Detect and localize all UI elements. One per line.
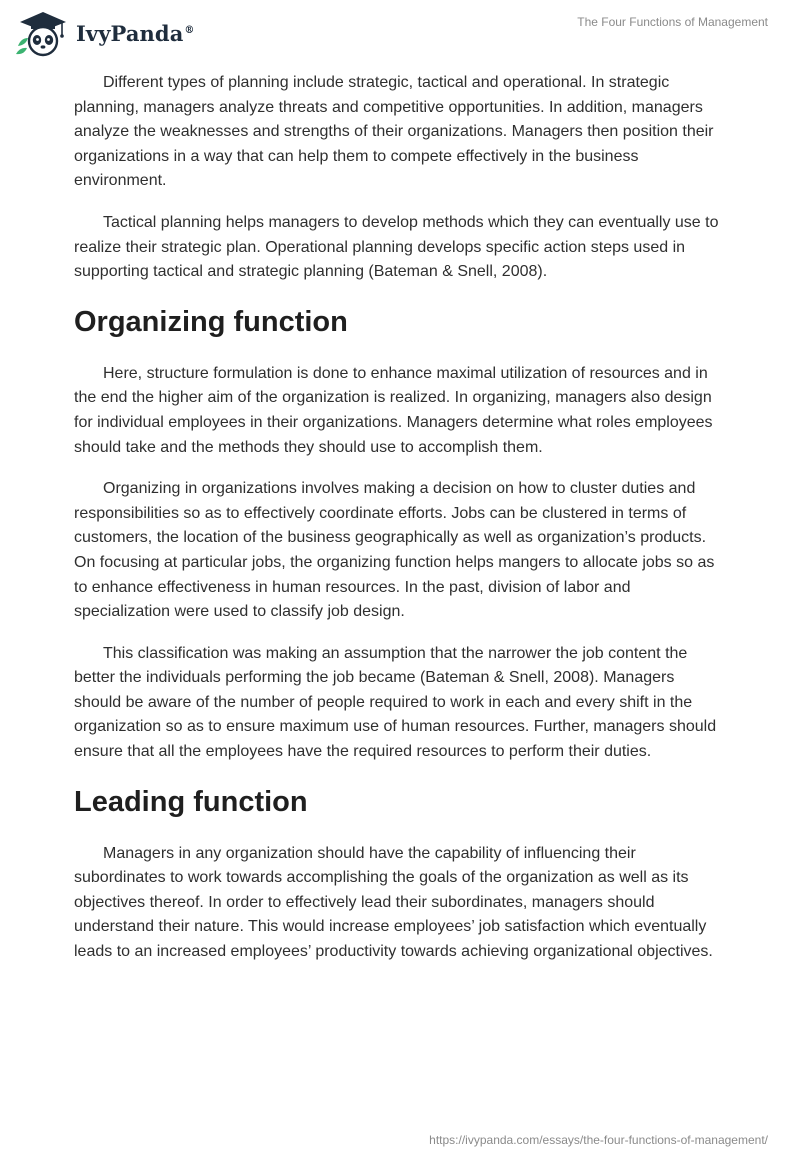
section-heading-organizing: Organizing function bbox=[74, 305, 348, 338]
registered-mark: ® bbox=[184, 24, 195, 36]
ivypanda-logo[interactable] bbox=[14, 8, 195, 58]
page-header bbox=[0, 0, 800, 60]
brand-name bbox=[76, 21, 195, 46]
essay-content bbox=[74, 71, 724, 982]
section-heading-leading: Leading function bbox=[74, 785, 308, 818]
paragraph: Managers in any organization should have the capability of influencing their subordinates to work towards accomplishing the goals of the organization as well as its objectives thereof. In order to effectively lead their subordinates, managers should understand their nature. This would increase employees’ job satisfaction which eventually leads to an increased employees’ productivity towards achieving organizational objectives. bbox=[74, 844, 713, 961]
brand-text: IvyPanda bbox=[76, 20, 184, 46]
panda-graduation-icon bbox=[14, 8, 72, 58]
paragraph: Organizing in organizations involves making a decision on how to cluster duties and responsibilities so as to effectively coordinate efforts. Jobs can be clustered in terms of customers, the location of the business geographically as well as organization’s products. On focusing at particular jobs, the organizing function helps mangers to allocate jobs so as to enhance effectiveness in human resources. In the past, division of labor and specialization were used to classify job design. bbox=[74, 480, 715, 621]
paragraph: This classification was making an assumption that the narrower the job content the better the individuals performing the job became (Bateman & Snell, 2008). Managers should be aware of the number of people required to work in each and every shift in the organization so as to ensure maximum use of human resources. Further, managers should ensure that all the employees have the required resources to perform their duties. bbox=[74, 644, 717, 761]
paragraph: Different types of planning include strategic, tactical and operational. In strategic planning, managers analyze threats and competitive opportunities. In addition, managers analyze the weaknesses and strengths of their organizations. Managers then position their organizations in a way that can help them to compete effectively in the business environment. bbox=[74, 74, 714, 190]
paragraph: Here, structure formulation is done to enhance maximal utilization of resources and in the end the higher aim of the organization is realized. In organizing, managers also design for individual employees in their organizations. Managers determine what roles employees should take and the methods they should use to accomplish them. bbox=[74, 364, 713, 456]
document-title: The Four Functions of Management bbox=[577, 15, 768, 29]
source-url[interactable]: https://ivypanda.com/essays/the-four-functions-of-management/ bbox=[429, 1133, 768, 1147]
paragraph: Tactical planning helps managers to develop methods which they can eventually use to realize their strategic plan. Operational planning develops specific action steps used in supporting tactical and strategic planning (Bateman & Snell, 2008). bbox=[74, 213, 719, 281]
